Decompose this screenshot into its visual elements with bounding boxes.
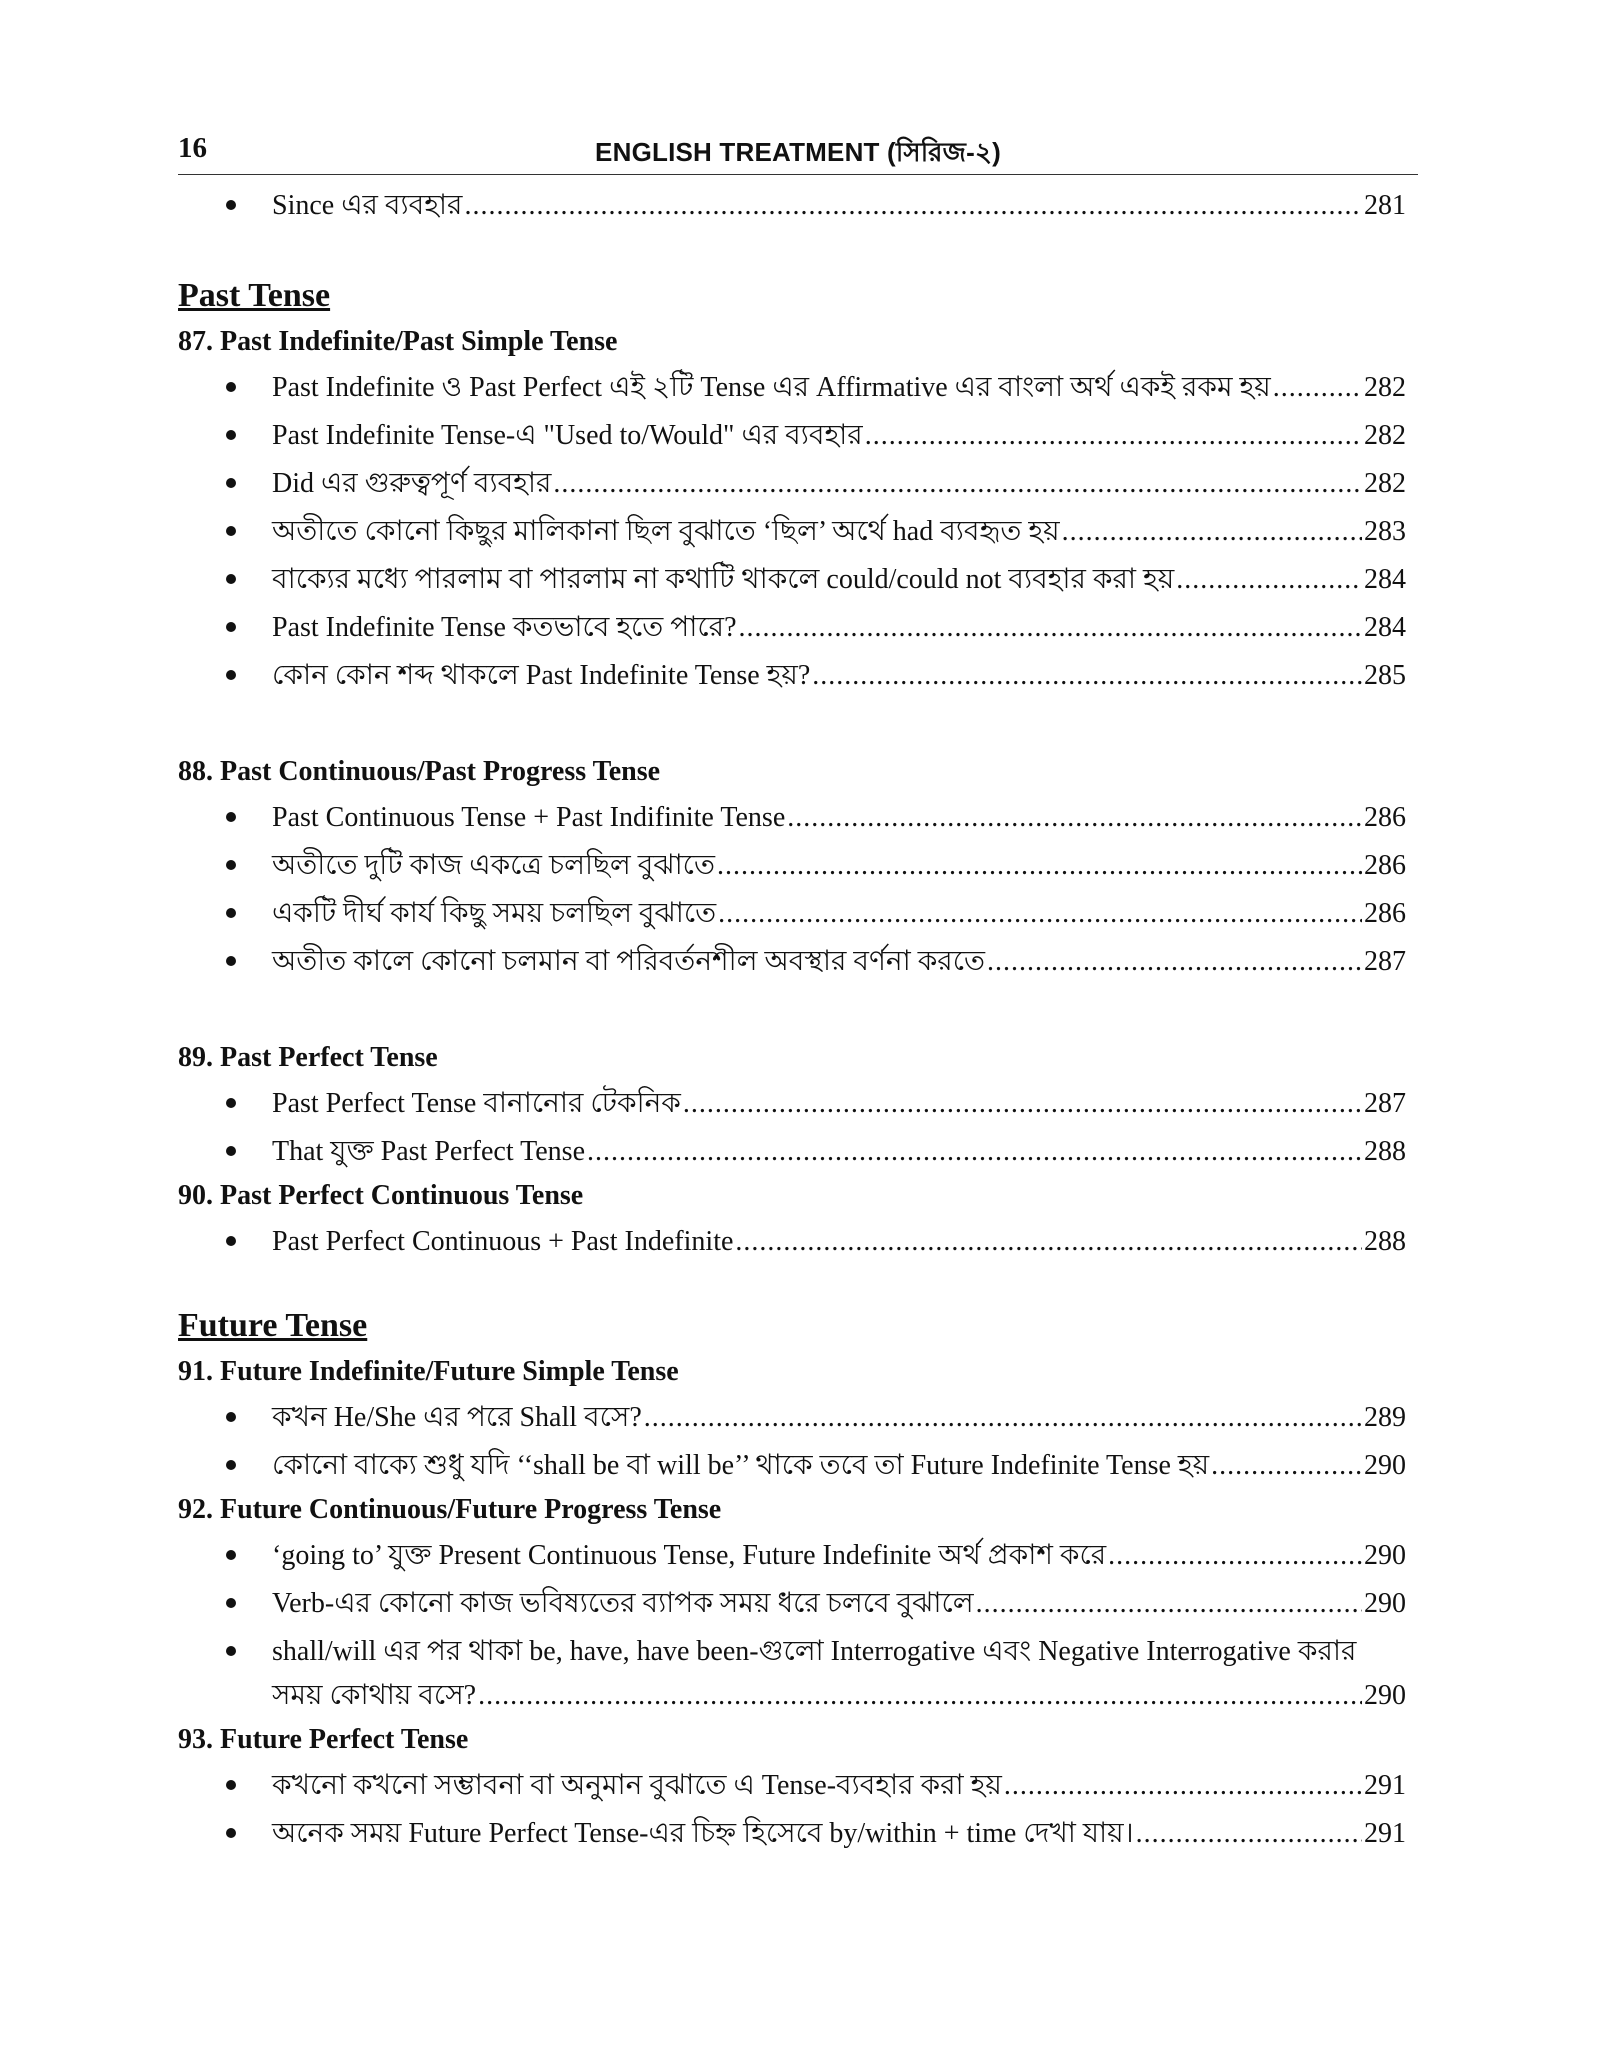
dot-leader — [683, 1082, 1362, 1126]
page-number: 16 — [178, 132, 207, 164]
bullet-icon — [226, 908, 236, 918]
dot-leader — [987, 940, 1362, 984]
toc-content — [178, 184, 1406, 1860]
dot-leader — [553, 462, 1362, 506]
toc-entry: বাক্যের মধ্যে পারলাম বা পারলাম না কথাটি থাকলে could/could not ব্যবহার করা হয় ..... 284 — [178, 558, 1406, 602]
toc-entry: কখনো কখনো সম্ভাবনা বা অনুমান বুঝাতে এ Tense-ব্যবহার করা হয় ..... 291 — [178, 1764, 1406, 1808]
toc-entry: Past Indefinite Tense কতভাবে হতে পারে? ..... 284 — [178, 606, 1406, 650]
bullet-icon — [226, 1828, 236, 1838]
dot-leader — [812, 654, 1362, 698]
chapter-title-92: 92. Future Continuous/Future Progress Tense — [178, 1494, 722, 1525]
bullet-icon — [226, 1236, 236, 1246]
bullet-icon — [226, 1780, 236, 1790]
bullet-icon — [226, 200, 236, 210]
bullet-icon — [226, 956, 236, 966]
bullet-icon — [226, 1412, 236, 1422]
toc-entry-list — [178, 1220, 1406, 1264]
toc-entry: Did এর গুরুত্বপূর্ণ ব্যবহার ..... 282 — [178, 462, 1406, 506]
chapter-title-90: 90. Past Perfect Continuous Tense — [178, 1180, 584, 1211]
dot-leader — [787, 796, 1362, 840]
dot-leader — [478, 1674, 1362, 1718]
bullet-icon — [226, 574, 236, 584]
toc-entry: Past Perfect Continuous + Past Indefinite ..... 288 — [178, 1220, 1406, 1264]
toc-entry: Past Indefinite ও Past Perfect এই ২টি Tense এর Affirmative এর বাংলা অর্থ একই রকম হয় ..... 282 — [178, 366, 1406, 410]
bullet-icon — [226, 1460, 236, 1470]
dot-leader — [865, 414, 1362, 458]
chapter-title-91: 91. Future Indefinite/Future Simple Tense — [178, 1356, 679, 1387]
toc-entry: Since এর ব্যবহার ..... 281 — [178, 184, 1406, 228]
part-title-future-tense: Future Tense — [178, 1307, 368, 1344]
bullet-icon — [226, 1098, 236, 1108]
dot-leader — [717, 844, 1362, 888]
dot-leader — [1273, 366, 1362, 410]
toc-entry: That যুক্ত Past Perfect Tense ..... 288 — [178, 1130, 1406, 1174]
running-title: ENGLISH TREATMENT (সিরিজ-২) — [595, 137, 1001, 167]
toc-entry: অনেক সময় Future Perfect Tense-এর চিহ্ন হিসেবে by/within + time দেখা যায়। ..... 291 — [178, 1812, 1406, 1856]
dot-leader — [1211, 1444, 1362, 1488]
dot-leader — [587, 1130, 1362, 1174]
toc-entry: shall/will এর পর থাকা be, have, have been-গুলো Interrogative এবং Negative Interrogative করার সময় কোথায় বসে? ..... 290 — [178, 1630, 1406, 1718]
dot-leader — [1004, 1764, 1362, 1808]
toc-entry: কখন He/She এর পরে Shall বসে? ..... 289 — [178, 1396, 1406, 1440]
toc-entry-list — [178, 1396, 1406, 1488]
bullet-icon — [226, 382, 236, 392]
toc-entry-list — [178, 1082, 1406, 1174]
bullet-icon — [226, 1146, 236, 1156]
toc-entry-list — [178, 366, 1406, 698]
dot-leader — [735, 1220, 1362, 1264]
toc-entry: Verb-এর কোনো কাজ ভবিষ্যতের ব্যাপক সময় ধরে চলবে বুঝালে ..... 290 — [178, 1582, 1406, 1626]
toc-entry-list — [178, 1764, 1406, 1856]
bullet-icon — [226, 812, 236, 822]
bullet-icon — [226, 1646, 236, 1656]
toc-entry: কোন কোন শব্দ থাকলে Past Indefinite Tense হয়? ..... 285 — [178, 654, 1406, 698]
bullet-icon — [226, 478, 236, 488]
chapter-title-89: 89. Past Perfect Tense — [178, 1042, 438, 1073]
chapter-title-88: 88. Past Continuous/Past Progress Tense — [178, 756, 661, 787]
dot-leader — [976, 1582, 1362, 1626]
dot-leader — [1136, 1812, 1362, 1856]
part-title-past-tense: Past Tense — [178, 277, 331, 314]
toc-entry: ‘going to’ যুক্ত Present Continuous Tense, Future Indefinite অর্থ প্রকাশ করে ..... 290 — [178, 1534, 1406, 1578]
dot-leader — [644, 1396, 1362, 1440]
toc-entry-list — [178, 1534, 1406, 1718]
dot-leader — [1176, 558, 1362, 602]
bullet-icon — [226, 860, 236, 870]
dot-leader — [739, 606, 1362, 650]
toc-entry-list — [178, 796, 1406, 984]
toc-entry: কোনো বাক্যে শুধু যদি ‘‘shall be বা will be’’ থাকে তবে তা Future Indefinite Tense হয় ..... 290 — [178, 1444, 1406, 1488]
chapter-title-87: 87. Past Indefinite/Past Simple Tense — [178, 326, 618, 357]
bullet-icon — [226, 670, 236, 680]
toc-entry-continuation: সময় কোথায় বসে? ..... 290 — [272, 1674, 1406, 1718]
dot-leader — [464, 184, 1362, 228]
toc-entry: Past Indefinite Tense-এ "Used to/Would" এর ব্যবহার ..... 282 — [178, 414, 1406, 458]
bullet-icon — [226, 430, 236, 440]
toc-entry: অতীতে দুটি কাজ একত্রে চলছিল বুঝাতে ..... 286 — [178, 844, 1406, 888]
bullet-icon — [226, 1598, 236, 1608]
page-header — [178, 130, 1418, 175]
toc-entry-list — [178, 184, 1406, 228]
toc-entry: Past Continuous Tense + Past Indifinite Tense ..... 286 — [178, 796, 1406, 840]
toc-entry: অতীতে কোনো কিছুর মালিকানা ছিল বুঝাতে ‘ছিল’ অর্থে had ব্যবহৃত হয় ..... 283 — [178, 510, 1406, 554]
dot-leader — [1062, 510, 1362, 554]
dot-leader — [718, 892, 1362, 936]
toc-entry: অতীত কালে কোনো চলমান বা পরিবর্তনশীল অবস্থার বর্ণনা করতে ..... 287 — [178, 940, 1406, 984]
toc-entry: একটি দীর্ঘ কার্য কিছু সময় চলছিল বুঝাতে ..... 286 — [178, 892, 1406, 936]
bullet-icon — [226, 1550, 236, 1560]
bullet-icon — [226, 622, 236, 632]
toc-entry: Past Perfect Tense বানানোর টেকনিক ..... 287 — [178, 1082, 1406, 1126]
bullet-icon — [226, 526, 236, 536]
dot-leader — [1108, 1534, 1362, 1578]
chapter-title-93: 93. Future Perfect Tense — [178, 1724, 469, 1755]
